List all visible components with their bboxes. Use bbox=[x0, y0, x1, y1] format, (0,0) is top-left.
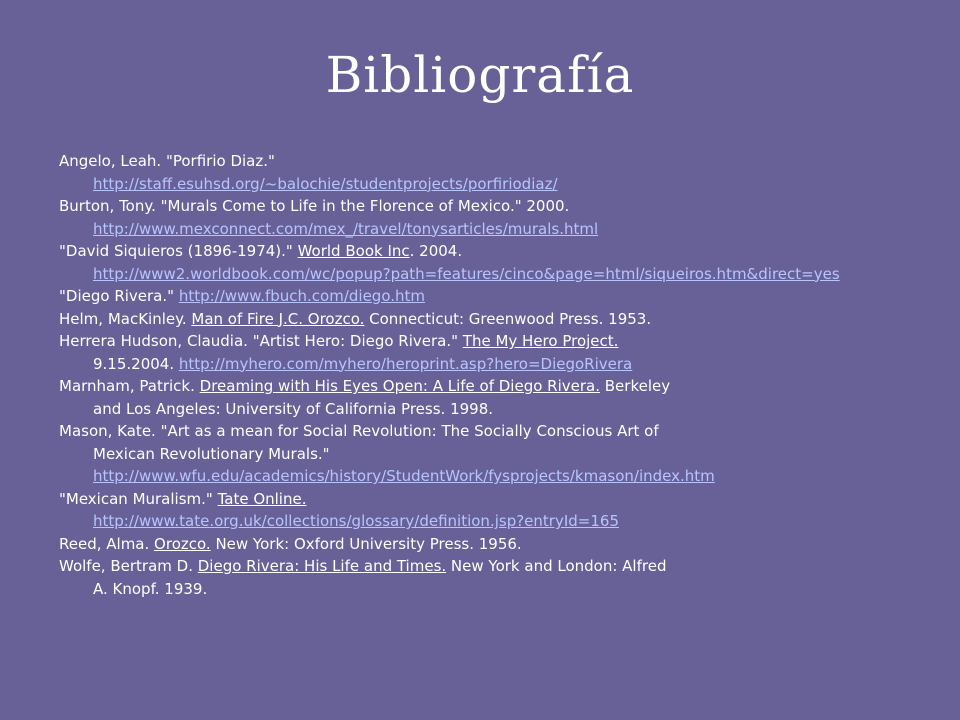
citation-text: "Diego Rivera." bbox=[59, 287, 179, 305]
bibliography-line bbox=[59, 533, 939, 556]
citation-text: 9.15.2004. bbox=[93, 354, 179, 373]
source-title: Diego Rivera: His Life and Times. bbox=[197, 557, 447, 575]
bibliography-line bbox=[59, 465, 939, 488]
citation-text: New York: Oxford University Press. 1956. bbox=[210, 534, 522, 553]
bibliography-line bbox=[59, 195, 939, 218]
source-title: Dreaming with His Eyes Open: A Life of Diego Rivera. bbox=[199, 377, 600, 395]
reference-link[interactable]: http://www.fbuch.com/diego.htm bbox=[178, 287, 426, 305]
reference-link[interactable]: http://www.tate.org.uk/collections/glossary/definition.jsp?entryId=165 bbox=[93, 512, 619, 530]
source-title: The My Hero Project. bbox=[462, 332, 619, 350]
bibliography-line bbox=[59, 375, 939, 398]
bibliography-line bbox=[59, 308, 939, 331]
reference-link[interactable]: http://www.mexconnect.com/mex_/travel/tonysarticles/murals.html bbox=[93, 219, 599, 238]
citation-text: Helm, MacKinley. bbox=[59, 309, 192, 328]
bibliography-line bbox=[59, 578, 939, 601]
citation-text: New York and London: Alfred bbox=[446, 557, 667, 575]
citation-text: Angelo, Leah. "Porfirio Diaz." bbox=[59, 152, 275, 170]
bibliography-line bbox=[59, 353, 939, 376]
citation-text: Burton, Tony. "Murals Come to Life in the Florence of Mexico." 2000. bbox=[59, 197, 570, 215]
source-title: World Book Inc bbox=[297, 242, 410, 260]
bibliography-line bbox=[59, 218, 939, 241]
bibliography-line bbox=[59, 150, 939, 173]
bibliography-line bbox=[59, 240, 939, 263]
bibliography-line bbox=[59, 555, 939, 578]
bibliography-list bbox=[59, 150, 939, 600]
citation-text: Reed, Alma. bbox=[59, 534, 155, 553]
citation-text: "Mexican Muralism." bbox=[59, 489, 218, 508]
page-title: Bibliografía bbox=[325, 46, 635, 104]
reference-link[interactable]: http://staff.esuhsd.org/~balochie/studentprojects/porfiriodiaz/ bbox=[93, 174, 558, 193]
bibliography-line bbox=[59, 488, 939, 511]
citation-text: Mexican Revolutionary Murals." bbox=[93, 444, 330, 463]
bibliography-line bbox=[59, 398, 939, 421]
bibliography-line bbox=[59, 330, 939, 353]
citation-text: Berkeley bbox=[600, 377, 671, 395]
citation-text: "David Siquieros (1896-1974)." bbox=[59, 242, 298, 260]
bibliography-line bbox=[59, 285, 939, 308]
citation-text: Wolfe, Bertram D. bbox=[59, 557, 198, 575]
citation-text: A. Knopf. 1939. bbox=[93, 579, 208, 598]
source-title: Orozco. bbox=[154, 534, 211, 553]
bibliography-line bbox=[59, 263, 939, 286]
citation-text: . 2004. bbox=[409, 242, 463, 260]
reference-link[interactable]: http://www2.worldbook.com/wc/popup?path=features/cinco&page=html/siqueiros.htm&direct=yes bbox=[93, 264, 840, 283]
source-title: Man of Fire J.C. Orozco. bbox=[191, 309, 365, 328]
bibliography-line bbox=[59, 443, 939, 466]
reference-link[interactable]: http://myhero.com/myhero/heroprint.asp?hero=DiegoRivera bbox=[178, 354, 633, 373]
bibliography-line bbox=[59, 173, 939, 196]
reference-link[interactable]: http://www.wfu.edu/academics/history/StudentWork/fysprojects/kmason/index.htm bbox=[93, 467, 715, 485]
citation-text: Connecticut: Greenwood Press. 1953. bbox=[364, 309, 652, 328]
bibliography-line bbox=[59, 420, 939, 443]
citation-text: Mason, Kate. "Art as a mean for Social Revolution: The Socially Conscious Art of bbox=[59, 422, 659, 440]
source-title: Tate Online. bbox=[217, 489, 307, 508]
citation-text: Herrera Hudson, Claudia. "Artist Hero: Diego Rivera." bbox=[59, 332, 463, 350]
citation-text: Marnham, Patrick. bbox=[59, 377, 200, 395]
citation-text: and Los Angeles: University of California Press. 1998. bbox=[93, 399, 494, 418]
bibliography-line bbox=[59, 510, 939, 533]
